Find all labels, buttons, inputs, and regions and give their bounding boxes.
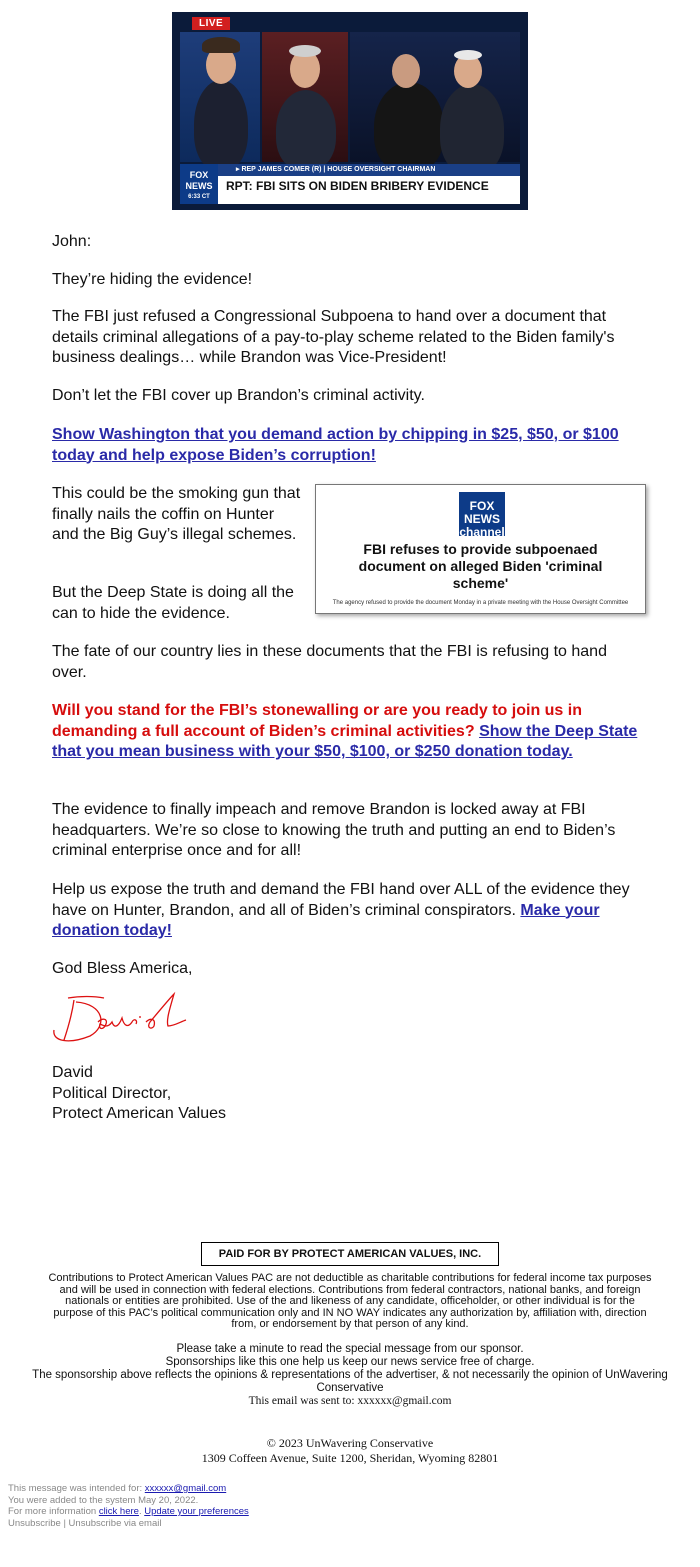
paragraph-3: Don’t let the FBI cover up Brandon’s criminal activity. — [52, 387, 425, 404]
click-here-link[interactable]: click here — [98, 1506, 139, 1517]
guest-panel — [262, 32, 348, 162]
hero-broadcast-image — [172, 12, 528, 210]
inset-headline: FBI refuses to provide subpoenaed document on alleged Biden 'criminal scheme' — [358, 541, 603, 591]
chyron-headline: RPT: FBI SITS ON BIDEN BRIBERY EVIDENCE — [226, 179, 489, 193]
handwritten-signature — [50, 988, 210, 1050]
article-inset-image — [315, 484, 646, 614]
paragraph-6: The fate of our country lies in these documents that the FBI is refusing to hand over. — [52, 643, 607, 681]
email-meta: This message was intended for: xxxxxx@gmail.com You were added to the system May 20, 2022. For more information click here. Update your preferences Unsubscribe | Unsubscribe via email — [8, 1483, 249, 1529]
closing: God Bless America, — [52, 960, 193, 977]
salutation: John: — [52, 233, 92, 250]
donate-link-1-wrap — [52, 425, 644, 466]
paragraph-4: This could be the smoking gun that finally nails the coffin on Hunter and the Big Guy’s illegal schemes. — [52, 485, 301, 543]
donate-link-1[interactable]: Show Washington that you demand action by chipping in $25, $50, or $100 today and help expose Biden’s corruption! — [52, 426, 619, 464]
live-badge: LIVE — [192, 17, 230, 30]
donate-link-3[interactable]: Make your donation today! — [52, 901, 600, 939]
red-callout: Will you stand for the FBI’s stonewalling or are you ready to join us in demanding a full account of Biden’s criminal activities? — [52, 702, 582, 740]
sig-org: Protect American Values — [52, 1105, 227, 1122]
sig-title: Political Director, — [52, 1084, 172, 1102]
donate-link-2[interactable]: Show the Deep State that you mean business with your $50, $100, or $250 donation today. — [52, 722, 638, 760]
paid-for-disclaimer: PAID FOR BY PROTECT AMERICAN VALUES, INC. — [201, 1242, 499, 1266]
paragraph-7 — [52, 701, 644, 763]
copyright-block: © 2023 UnWavering Conservative 1309 Coffeen Avenue, Suite 1200, Sheridan, Wyoming 82801 — [201, 1436, 499, 1465]
sponsor-message: Please take a minute to read the special message from our sponsor. Sponsorships like this one help us keep our news service free of charge. The sponsorship above reflects the opinions & representations of the advertiser, & not necessarily the opinion of UnWavering Conservative This email was sent to: xxxxxx@gmail.com — [30, 1343, 670, 1408]
paragraph-2: The FBI just refused a Congressional Subpoena to hand over a document that details criminal allegations of a pay-to-play scheme related to the Biden family's business dealings… while Brandon was Vice-President! — [52, 308, 615, 366]
inset-caption: The agency refused to provide the document Monday in a private meeting with the House Oversight Committee — [332, 600, 629, 606]
fox-news-logo: FOX NEWS channel — [459, 492, 505, 536]
paragraph-5: But the Deep State is doing all the can to hide the evidence. — [52, 584, 294, 622]
photo-panel — [350, 32, 520, 162]
sig-name: David — [52, 1064, 93, 1081]
paragraph-1: They’re hiding the evidence! — [52, 271, 253, 288]
news-chyron — [180, 164, 520, 204]
legal-disclaimer: Contributions to Protect American Values PAC are not deductible as charitable contributions for federal income tax purposes and will be used in connection with federal elections. Contributions from federal contractors, national banks, and foreign nationals or entities are prohibited. Use of the and likeness of any candidate, officeholder, or other individual is for the purpose of this PAC’s political communication only and IN NO WAY indicates any authorization by, affiliation with, direction from, or endorsement by that person of any kind. — [48, 1272, 652, 1331]
unsubscribe-links[interactable]: Unsubscribe | Unsubscribe via email — [8, 1517, 162, 1529]
sent-to: This email was sent to: xxxxxx@gmail.com — [248, 1395, 452, 1407]
intended-email-link[interactable]: xxxxxx@gmail.com — [144, 1483, 227, 1494]
chyron-subtitle: ▸ REP JAMES COMER (R) | HOUSE OVERSIGHT CHAIRMAN — [218, 164, 520, 176]
fox-news-logo: FOX NEWS 6:33 CT — [180, 164, 218, 204]
signature-block — [52, 1063, 644, 1125]
paragraph-8: The evidence to finally impeach and remove Brandon is locked away at FBI headquarters. We’re so close to knowing the truth and putting an end to Biden’s criminal enterprise once and for all! — [52, 801, 616, 859]
anchor-panel — [180, 32, 260, 162]
update-preferences-link[interactable]: Update your preferences — [144, 1506, 249, 1517]
paragraph-9: Help us expose the truth and demand the FBI hand over ALL of the evidence they have on Hunter, Brandon, and all of Biden’s criminal conspirators. Make your donation today! — [52, 881, 630, 939]
